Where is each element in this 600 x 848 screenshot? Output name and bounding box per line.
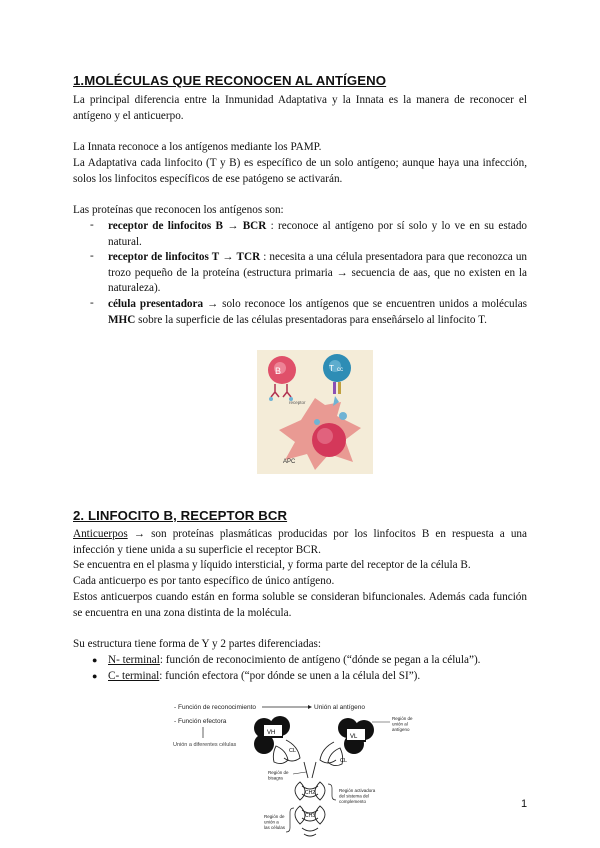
section2-title: 2. LINFOCITO B, RECEPTOR BCR <box>73 508 288 523</box>
c-terminal-item <box>108 669 420 685</box>
arrow: → <box>219 251 237 263</box>
list-dash: - <box>90 297 94 309</box>
c-terminal-term: C- terminal <box>108 670 160 682</box>
hinge <box>304 762 316 778</box>
func-ef-label: - Función efectora <box>174 718 227 725</box>
section1-title: 1.MOLÉCULAS QUE RECONOCEN AL ANTÍGENO <box>73 73 387 88</box>
t-cell-sublabel: cc <box>337 367 343 373</box>
section1-intro: La principal diferencia entre la Inmunidad Adaptativa y la Innata es la manera de reconocer el antígeno y el anticuerpo. <box>73 94 527 122</box>
bcr-term: receptor de linfocitos B <box>108 220 223 232</box>
cell-recognition-figure <box>257 350 373 474</box>
n-terminal-item <box>108 653 480 669</box>
arrow: → <box>203 298 223 310</box>
fc-stem <box>295 782 325 836</box>
list-dash: - <box>90 250 94 262</box>
adaptativa-paragraph: La Adaptativa cada linfocito (T y B) es específico de un solo antígeno; aunque haya una infección, solos los linfocitos específicos de ese patógeno se activarán. <box>73 157 527 185</box>
apc-text-b: sobre la superficie de las células presentadoras para enseñárselo al linfocito T. <box>135 313 487 326</box>
b-cell-label: B <box>275 366 282 376</box>
region-bisagra-label: Región de bisagra <box>268 770 289 781</box>
vl-label: VL <box>350 734 358 740</box>
structure-intro: Su estructura tiene forma de Y y 2 partes diferenciadas: <box>73 638 321 650</box>
arrow: → <box>222 220 243 232</box>
anticuerpos-term: Anticuerpos <box>73 528 128 540</box>
plasma-paragraph: Se encuentra en el plasma y líquido intersticial, y forma parte del receptor de la célula B. <box>73 559 471 571</box>
list-item-apc <box>108 297 527 328</box>
receptor-label: receptor <box>289 400 306 405</box>
tcr-receptor-icon <box>333 382 336 394</box>
cl-label-left: CL <box>289 748 297 754</box>
tcr-term: receptor de linfocitos T <box>108 251 220 263</box>
bcr-text: : reconoce al antígeno por sí solo y lo ve en su estado natural. <box>108 220 528 248</box>
left-arm <box>254 716 300 764</box>
right-arm <box>320 716 413 766</box>
apc-label: APC <box>283 459 296 465</box>
union-cel-label: Unión a diferentes células <box>173 742 237 748</box>
antibody-structure-diagram <box>168 700 424 848</box>
tcr-acronym: TCR <box>236 251 261 263</box>
vh-label: VH <box>267 730 276 736</box>
bullet-icon: ● <box>92 671 98 681</box>
bifuncional-paragraph: Estos anticuerpos cuando están en forma soluble se consideran bifuncionales. Además cada función se encuentra en una zona distinta de la molécula. <box>73 591 527 619</box>
anticuerpos-text: → son proteínas plasmáticas producidas por los linfocitos B en respuesta a una infección y tiene unida a su superficie el receptor BCR. <box>73 528 527 556</box>
n-terminal-text: : función de reconocimiento de antígeno (“dónde se pegan a la célula”). <box>159 654 481 666</box>
bullet-icon: ● <box>92 655 98 665</box>
list-item-tcr <box>108 250 527 297</box>
proteins-intro: Las proteínas que reconocen los antígenos son: <box>73 204 284 216</box>
func-rec-label: - Función de reconocimiento <box>174 704 257 711</box>
bcr-acronym: BCR <box>242 220 267 232</box>
innata-paragraph: La Innata reconoce a los antígenos mediante los PAMP. <box>73 141 322 153</box>
anticuerpos-paragraph <box>73 527 527 558</box>
especifico-paragraph: Cada anticuerpo es por tanto específico de único antígeno. <box>73 575 335 587</box>
list-item-bcr <box>108 219 527 250</box>
apc-text-a: solo reconoce los antígenos que se encuentren unidos a moléculas <box>222 298 528 310</box>
t-cell-label: T <box>329 364 334 373</box>
mhc-acronym: MHC <box>108 313 136 326</box>
union-ag-label: Unión al antígeno <box>314 704 365 711</box>
cl-label-right: CL <box>340 758 348 764</box>
region-union-label: Región de unión al antígeno <box>392 716 413 732</box>
ch3-label: CH3 <box>305 813 316 819</box>
apc-term: célula presentadora <box>108 298 204 310</box>
n-terminal-term: N- terminal <box>108 654 160 666</box>
region-union-celulas-label: Región de unión a las células <box>264 814 286 830</box>
region-activadora-label: Región activadora del sistema del complemento <box>339 788 376 804</box>
page-number: 1 <box>521 798 528 810</box>
ch2-label: CH2 <box>305 790 316 796</box>
list-dash: - <box>90 219 94 231</box>
c-terminal-text: : función efectora (“por dónde se unen a la célula del SI”). <box>159 670 421 682</box>
tcr-text: : necesita a una célula presentadora para que reconozca un trozo pequeño de la proteína (estructura primaria → secuencia de aas, que no existen en la naturaleza). <box>108 251 528 295</box>
